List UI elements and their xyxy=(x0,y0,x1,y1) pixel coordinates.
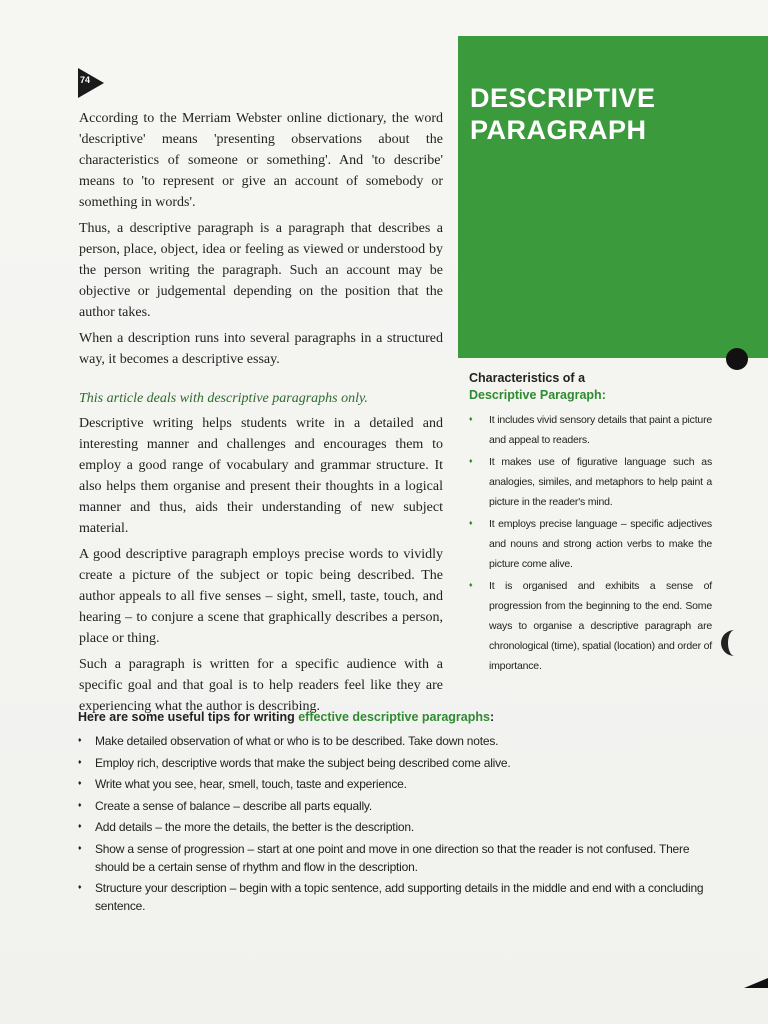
paragraph-descriptive-paragraph: Thus, a descriptive paragraph is a paragraph that describes a person, place, object, idea or feeling as viewed or understood by the person writing the paragraph. Such an account may be objective or judgemental depending on the position that the author takes. xyxy=(79,221,443,320)
tips-heading-accent: effective descriptive paragraphs xyxy=(298,710,490,724)
page-number: 74 xyxy=(80,75,91,85)
list-item: ♦ Make detailed observation of what or who is to be described. Take down notes. xyxy=(78,732,718,750)
paragraph-definition: According to the Merriam Webster online dictionary, the word 'descriptive' means 'presenting observations about the characteristics of someone or something'. And 'to describe' means to 'to represent or give an account of somebody or something in words'. xyxy=(79,111,443,210)
tips-heading-suffix: : xyxy=(489,710,495,724)
list-item: ♦ It is organised and exhibits a sense of progression from the beginning to the end. Some ways to organise a descriptive paragraph are chronological (time), spatial (location) and order of importance. xyxy=(469,576,712,676)
list-item: ♦ Write what you see, hear, smell, touch, taste and experience. xyxy=(78,775,718,793)
page-number-marker xyxy=(78,68,104,98)
list-item: ♦ Show a sense of progression – start at one point and move in one direction so that the reader is not confused. There should be a certain sense of rhythm and flow in the description. xyxy=(78,840,718,876)
tips-heading xyxy=(78,710,718,724)
tips-list xyxy=(78,732,718,915)
list-item: ♦ It includes vivid sensory details that paint a picture and appeal to readers. xyxy=(469,410,712,450)
list-item: ♦ Add details – the more the details, the better is the description. xyxy=(78,818,718,836)
binding-mark xyxy=(721,630,748,656)
list-item: ♦ It makes use of figurative language such as analogies, similes, and metaphors to help paint a picture in the reader's mind. xyxy=(469,452,712,512)
page-title: DESCRIPTIVE PARAGRAPH xyxy=(470,83,656,145)
list-item: ♦ Structure your description – begin with a topic sentence, add supporting details in the middle and end with a concluding sentence. xyxy=(78,879,718,915)
list-item: ♦ It employs precise language – specific adjectives and nouns and strong action verbs to make the picture come alive. xyxy=(469,514,712,574)
characteristics-heading-line1: Characteristics of a xyxy=(469,371,586,385)
characteristics-list xyxy=(469,410,712,676)
characteristics-box xyxy=(469,370,712,678)
punch-hole xyxy=(726,348,748,370)
tips-section xyxy=(78,710,718,919)
tips-heading-prefix: Here are some useful tips for writing xyxy=(78,710,299,724)
paragraph-audience: Such a paragraph is written for a specific audience with a specific goal and that goal is to help readers feel like they are experiencing what the author is describing. xyxy=(79,657,443,714)
scope-note: This article deals with descriptive paragraphs only. xyxy=(79,391,368,406)
list-item: ♦ Create a sense of balance – describe all parts equally. xyxy=(78,797,718,815)
characteristics-heading-line2: Descriptive Paragraph: xyxy=(469,388,606,402)
paragraph-benefits: Descriptive writing helps students write in a detailed and interesting manner and challenges and encourages them to employ a good range of vocabulary and grammar structure. It also helps them organise and present their thoughts in a logical manner and thus, aids their understanding of new subject material. xyxy=(79,416,443,536)
body-text xyxy=(79,108,443,722)
paragraph-good-descriptive: A good descriptive paragraph employs precise words to vividly create a picture of the subject or topic being described. The author appeals to all five senses – sight, smell, taste, touch, and hearing – to conjure a scene that graphically describes a person, place or thing. xyxy=(79,547,443,646)
paragraph-descriptive-essay: When a description runs into several paragraphs in a structured way, it becomes a descriptive essay. xyxy=(79,331,443,367)
page-corner xyxy=(744,978,768,988)
list-item: ♦ Employ rich, descriptive words that make the subject being described come alive. xyxy=(78,754,718,772)
